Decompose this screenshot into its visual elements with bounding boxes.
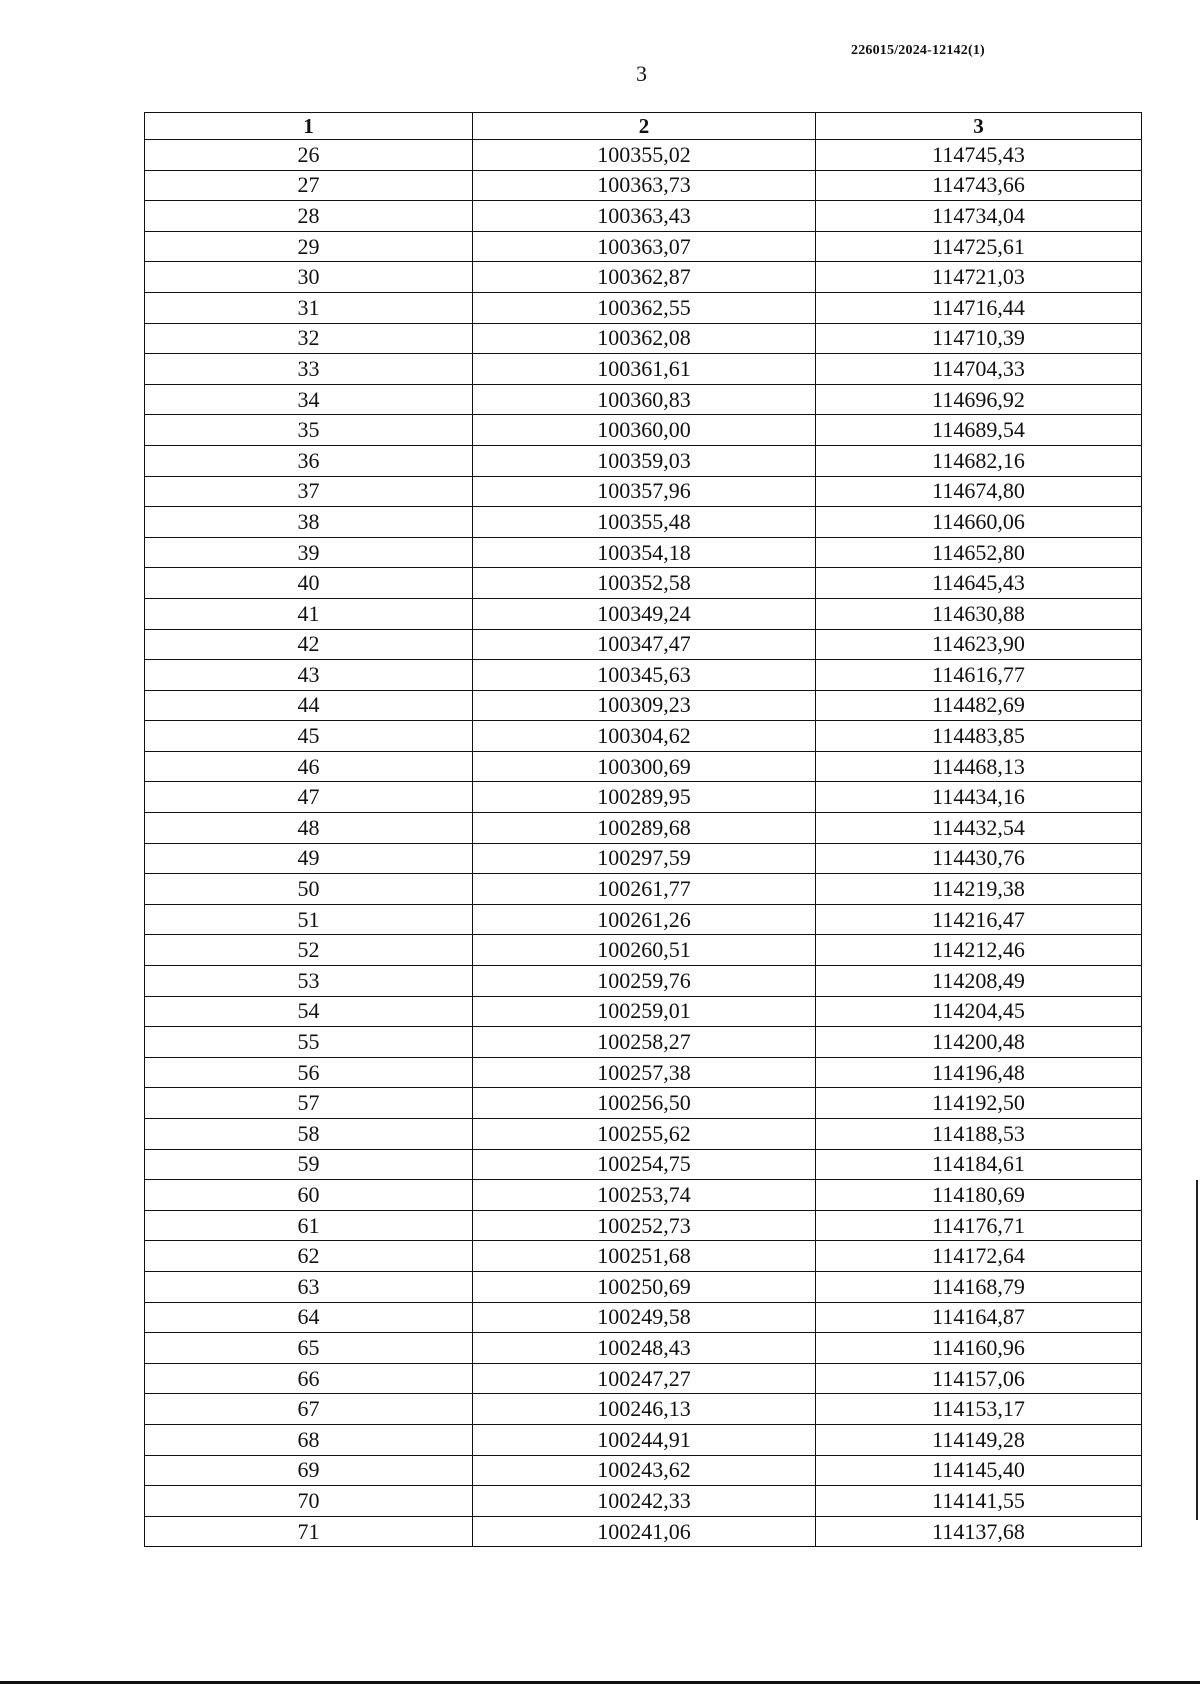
point-number-cell: 31 (145, 292, 473, 323)
coordinates-table (144, 112, 1142, 1547)
y-coordinate-cell: 114176,71 (816, 1210, 1142, 1241)
column-header-3: 3 (816, 113, 1142, 140)
x-coordinate-cell: 100253,74 (473, 1180, 816, 1211)
x-coordinate-cell: 100242,33 (473, 1486, 816, 1517)
point-number-cell: 35 (145, 415, 473, 446)
point-number-cell: 50 (145, 874, 473, 905)
y-coordinate-cell: 114172,64 (816, 1241, 1142, 1272)
x-coordinate-cell: 100251,68 (473, 1241, 816, 1272)
point-number-cell: 58 (145, 1119, 473, 1150)
y-coordinate-cell: 114682,16 (816, 445, 1142, 476)
point-number-cell: 51 (145, 904, 473, 935)
table-row (145, 1424, 1142, 1455)
y-coordinate-cell: 114630,88 (816, 598, 1142, 629)
table-row (145, 843, 1142, 874)
point-number-cell: 36 (145, 445, 473, 476)
table-row (145, 568, 1142, 599)
point-number-cell: 48 (145, 813, 473, 844)
x-coordinate-cell: 100357,96 (473, 476, 816, 507)
table-row (145, 1180, 1142, 1211)
table-row (145, 507, 1142, 538)
y-coordinate-cell: 114616,77 (816, 660, 1142, 691)
table-row (145, 1333, 1142, 1364)
y-coordinate-cell: 114689,54 (816, 415, 1142, 446)
table-row (145, 140, 1142, 171)
y-coordinate-cell: 114141,55 (816, 1486, 1142, 1517)
point-number-cell: 26 (145, 140, 473, 171)
x-coordinate-cell: 100256,50 (473, 1088, 816, 1119)
x-coordinate-cell: 100250,69 (473, 1271, 816, 1302)
table-row (145, 751, 1142, 782)
table-row (145, 1394, 1142, 1425)
table-row (145, 445, 1142, 476)
point-number-cell: 40 (145, 568, 473, 599)
y-coordinate-cell: 114734,04 (816, 201, 1142, 232)
table-row (145, 1057, 1142, 1088)
point-number-cell: 62 (145, 1241, 473, 1272)
table-row (145, 1027, 1142, 1058)
point-number-cell: 64 (145, 1302, 473, 1333)
point-number-cell: 42 (145, 629, 473, 660)
point-number-cell: 65 (145, 1333, 473, 1364)
x-coordinate-cell: 100257,38 (473, 1057, 816, 1088)
x-coordinate-cell: 100349,24 (473, 598, 816, 629)
x-coordinate-cell: 100347,47 (473, 629, 816, 660)
y-coordinate-cell: 114725,61 (816, 231, 1142, 262)
right-scan-edge (1196, 1180, 1198, 1520)
x-coordinate-cell: 100258,27 (473, 1027, 816, 1058)
y-coordinate-cell: 114184,61 (816, 1149, 1142, 1180)
y-coordinate-cell: 114652,80 (816, 537, 1142, 568)
y-coordinate-cell: 114623,90 (816, 629, 1142, 660)
x-coordinate-cell: 100363,43 (473, 201, 816, 232)
y-coordinate-cell: 114721,03 (816, 262, 1142, 293)
point-number-cell: 33 (145, 354, 473, 385)
x-coordinate-cell: 100297,59 (473, 843, 816, 874)
table-row (145, 537, 1142, 568)
x-coordinate-cell: 100300,69 (473, 751, 816, 782)
y-coordinate-cell: 114710,39 (816, 323, 1142, 354)
x-coordinate-cell: 100362,55 (473, 292, 816, 323)
y-coordinate-cell: 114149,28 (816, 1424, 1142, 1455)
doc-number: 226015/2024-12142(1) (851, 43, 985, 58)
y-coordinate-cell: 114660,06 (816, 507, 1142, 538)
x-coordinate-cell: 100260,51 (473, 935, 816, 966)
x-coordinate-cell: 100243,62 (473, 1455, 816, 1486)
point-number-cell: 34 (145, 384, 473, 415)
table-row (145, 782, 1142, 813)
x-coordinate-cell: 100241,06 (473, 1516, 816, 1547)
table-row (145, 1302, 1142, 1333)
x-coordinate-cell: 100289,95 (473, 782, 816, 813)
table-row (145, 660, 1142, 691)
column-header-2: 2 (473, 113, 816, 140)
x-coordinate-cell: 100244,91 (473, 1424, 816, 1455)
x-coordinate-cell: 100363,07 (473, 231, 816, 262)
x-coordinate-cell: 100362,08 (473, 323, 816, 354)
point-number-cell: 47 (145, 782, 473, 813)
y-coordinate-cell: 114145,40 (816, 1455, 1142, 1486)
table-row (145, 1149, 1142, 1180)
x-coordinate-cell: 100254,75 (473, 1149, 816, 1180)
y-coordinate-cell: 114696,92 (816, 384, 1142, 415)
x-coordinate-cell: 100247,27 (473, 1363, 816, 1394)
table-row (145, 1516, 1142, 1547)
x-coordinate-cell: 100261,77 (473, 874, 816, 905)
y-coordinate-cell: 114196,48 (816, 1057, 1142, 1088)
y-coordinate-cell: 114743,66 (816, 170, 1142, 201)
point-number-cell: 29 (145, 231, 473, 262)
x-coordinate-cell: 100345,63 (473, 660, 816, 691)
y-coordinate-cell: 114432,54 (816, 813, 1142, 844)
y-coordinate-cell: 114430,76 (816, 843, 1142, 874)
table-row (145, 354, 1142, 385)
point-number-cell: 45 (145, 721, 473, 752)
x-coordinate-cell: 100289,68 (473, 813, 816, 844)
table-row (145, 262, 1142, 293)
y-coordinate-cell: 114434,16 (816, 782, 1142, 813)
table-row (145, 201, 1142, 232)
x-coordinate-cell: 100259,01 (473, 996, 816, 1027)
y-coordinate-cell: 114674,80 (816, 476, 1142, 507)
point-number-cell: 69 (145, 1455, 473, 1486)
table-row (145, 690, 1142, 721)
x-coordinate-cell: 100359,03 (473, 445, 816, 476)
x-coordinate-cell: 100352,58 (473, 568, 816, 599)
x-coordinate-cell: 100355,02 (473, 140, 816, 171)
point-number-cell: 32 (145, 323, 473, 354)
table-row (145, 874, 1142, 905)
y-coordinate-cell: 114219,38 (816, 874, 1142, 905)
point-number-cell: 63 (145, 1271, 473, 1302)
y-coordinate-cell: 114483,85 (816, 721, 1142, 752)
y-coordinate-cell: 114137,68 (816, 1516, 1142, 1547)
point-number-cell: 56 (145, 1057, 473, 1088)
y-coordinate-cell: 114645,43 (816, 568, 1142, 599)
y-coordinate-cell: 114200,48 (816, 1027, 1142, 1058)
x-coordinate-cell: 100246,13 (473, 1394, 816, 1425)
y-coordinate-cell: 114168,79 (816, 1271, 1142, 1302)
point-number-cell: 66 (145, 1363, 473, 1394)
table-row (145, 292, 1142, 323)
x-coordinate-cell: 100248,43 (473, 1333, 816, 1364)
x-coordinate-cell: 100252,73 (473, 1210, 816, 1241)
point-number-cell: 49 (145, 843, 473, 874)
point-number-cell: 37 (145, 476, 473, 507)
point-number-cell: 59 (145, 1149, 473, 1180)
table-row (145, 1088, 1142, 1119)
table-row (145, 1455, 1142, 1486)
point-number-cell: 30 (145, 262, 473, 293)
column-header-1: 1 (145, 113, 473, 140)
x-coordinate-cell: 100249,58 (473, 1302, 816, 1333)
point-number-cell: 67 (145, 1394, 473, 1425)
table-row (145, 1363, 1142, 1394)
point-number-cell: 41 (145, 598, 473, 629)
table-row (145, 1241, 1142, 1272)
x-coordinate-cell: 100309,23 (473, 690, 816, 721)
table-row (145, 1271, 1142, 1302)
table-row (145, 323, 1142, 354)
y-coordinate-cell: 114153,17 (816, 1394, 1142, 1425)
y-coordinate-cell: 114164,87 (816, 1302, 1142, 1333)
point-number-cell: 71 (145, 1516, 473, 1547)
table-row (145, 966, 1142, 997)
x-coordinate-cell: 100362,87 (473, 262, 816, 293)
point-number-cell: 46 (145, 751, 473, 782)
point-number-cell: 68 (145, 1424, 473, 1455)
y-coordinate-cell: 114160,96 (816, 1333, 1142, 1364)
y-coordinate-cell: 114482,69 (816, 690, 1142, 721)
x-coordinate-cell: 100355,48 (473, 507, 816, 538)
point-number-cell: 44 (145, 690, 473, 721)
x-coordinate-cell: 100304,62 (473, 721, 816, 752)
table-row (145, 996, 1142, 1027)
point-number-cell: 38 (145, 507, 473, 538)
x-coordinate-cell: 100361,61 (473, 354, 816, 385)
x-coordinate-cell: 100360,83 (473, 384, 816, 415)
x-coordinate-cell: 100259,76 (473, 966, 816, 997)
table-row (145, 1486, 1142, 1517)
point-number-cell: 43 (145, 660, 473, 691)
y-coordinate-cell: 114192,50 (816, 1088, 1142, 1119)
table-row (145, 476, 1142, 507)
point-number-cell: 39 (145, 537, 473, 568)
y-coordinate-cell: 114468,13 (816, 751, 1142, 782)
x-coordinate-cell: 100261,26 (473, 904, 816, 935)
y-coordinate-cell: 114745,43 (816, 140, 1142, 171)
table-row (145, 1119, 1142, 1150)
point-number-cell: 53 (145, 966, 473, 997)
bottom-scan-edge (0, 1681, 1200, 1684)
page-number: 3 (636, 61, 647, 86)
y-coordinate-cell: 114204,45 (816, 996, 1142, 1027)
table-row (145, 598, 1142, 629)
table-row (145, 415, 1142, 446)
x-coordinate-cell: 100354,18 (473, 537, 816, 568)
point-number-cell: 54 (145, 996, 473, 1027)
y-coordinate-cell: 114716,44 (816, 292, 1142, 323)
table-row (145, 721, 1142, 752)
y-coordinate-cell: 114704,33 (816, 354, 1142, 385)
table-body (145, 140, 1142, 1547)
point-number-cell: 28 (145, 201, 473, 232)
table-row (145, 935, 1142, 966)
y-coordinate-cell: 114212,46 (816, 935, 1142, 966)
point-number-cell: 57 (145, 1088, 473, 1119)
point-number-cell: 61 (145, 1210, 473, 1241)
table-row (145, 231, 1142, 262)
x-coordinate-cell: 100255,62 (473, 1119, 816, 1150)
x-coordinate-cell: 100363,73 (473, 170, 816, 201)
y-coordinate-cell: 114157,06 (816, 1363, 1142, 1394)
table-header-row (145, 113, 1142, 140)
table-row (145, 384, 1142, 415)
table-row (145, 813, 1142, 844)
y-coordinate-cell: 114188,53 (816, 1119, 1142, 1150)
point-number-cell: 27 (145, 170, 473, 201)
y-coordinate-cell: 114216,47 (816, 904, 1142, 935)
table-row (145, 904, 1142, 935)
table-row (145, 629, 1142, 660)
y-coordinate-cell: 114208,49 (816, 966, 1142, 997)
table-row (145, 1210, 1142, 1241)
point-number-cell: 60 (145, 1180, 473, 1211)
table-row (145, 170, 1142, 201)
x-coordinate-cell: 100360,00 (473, 415, 816, 446)
point-number-cell: 52 (145, 935, 473, 966)
point-number-cell: 55 (145, 1027, 473, 1058)
point-number-cell: 70 (145, 1486, 473, 1517)
y-coordinate-cell: 114180,69 (816, 1180, 1142, 1211)
